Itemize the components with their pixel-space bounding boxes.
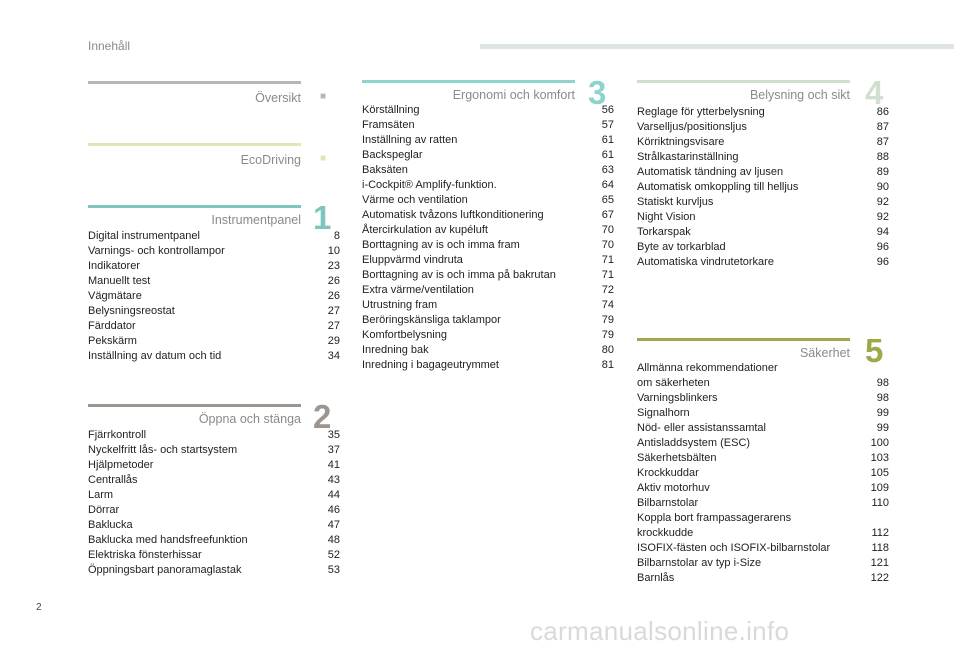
toc-entry-label: Reglage för ytterbelysning: [637, 106, 765, 118]
toc-entry-label: Värme och ventilation: [362, 194, 468, 206]
toc-entry[interactable]: [88, 289, 340, 304]
toc-entry[interactable]: [362, 358, 614, 373]
section-oversikt: [88, 81, 327, 121]
toc-entry-label: Automatiska vindrutetorkare: [637, 256, 774, 268]
toc-entry-page: 80: [601, 344, 614, 356]
toc-entry[interactable]: [362, 163, 614, 178]
toc-entry-label: Borttagning av is och imma på bakrutan: [362, 269, 556, 281]
toc-entry-page: 8: [333, 230, 340, 242]
toc-entry-label: Hjälpmetoder: [88, 459, 154, 471]
section-ecodriving: [88, 143, 327, 183]
section-title: Ergonomi och komfort: [452, 88, 575, 102]
toc-entry[interactable]: [362, 283, 614, 298]
header-title: Innehåll: [88, 39, 131, 53]
toc-entry[interactable]: [88, 274, 340, 289]
toc-entry-label: Byte av torkarblad: [637, 241, 726, 253]
toc-entry-page: 27: [327, 305, 340, 317]
toc-entry-page: 122: [870, 572, 889, 584]
toc-entry-label: Signalhorn: [637, 407, 690, 419]
toc-entry-page: 35: [327, 429, 340, 441]
toc-entry-label: Öppningsbart panoramaglastak: [88, 564, 242, 576]
toc-entry-label: Antisladdsystem (ESC): [637, 437, 751, 449]
toc-list-open: [88, 428, 340, 578]
toc-entry-label: Vägmätare: [88, 290, 142, 302]
toc-entry[interactable]: [362, 223, 614, 238]
toc-entry-label: Centrallås: [88, 474, 138, 486]
toc-entry-label: Färddator: [88, 320, 136, 332]
footer-watermark: carmanualsonline.info: [530, 616, 790, 646]
toc-entry-page: 61: [601, 149, 614, 161]
toc-entry[interactable]: [88, 229, 340, 244]
toc-entry[interactable]: [362, 313, 614, 328]
toc-entry-label: Varselljus/positionsljus: [637, 121, 747, 133]
toc-entry-label: Larm: [88, 489, 114, 501]
toc-entry[interactable]: [88, 319, 340, 334]
toc-entry-label: Automatisk omkoppling till helljus: [637, 181, 799, 193]
toc-entry-label: Inställning av datum och tid: [88, 350, 222, 362]
section-title: Öppna och stänga: [198, 412, 301, 426]
toc-entry-label: Allmänna rekommendationer om säkerheten: [637, 362, 778, 389]
toc-entry-page: 71: [601, 269, 614, 281]
toc-entry-page: 37: [327, 444, 340, 456]
section-number: 2: [313, 398, 332, 435]
toc-entry[interactable]: [362, 268, 614, 283]
toc-entry[interactable]: [637, 481, 889, 496]
toc-entry-page: 64: [601, 179, 614, 191]
section-marker: ■: [320, 153, 327, 164]
toc-entry[interactable]: [88, 548, 340, 563]
toc-entry-label: Elektriska fönsterhissar: [88, 549, 202, 561]
toc-entry[interactable]: [637, 165, 889, 180]
section-bar: [637, 80, 850, 83]
section-title: Instrumentpanel: [211, 213, 301, 227]
toc-entry[interactable]: [88, 503, 340, 518]
toc-entry[interactable]: [88, 443, 340, 458]
toc-entry-label: Extra värme/ventilation: [362, 284, 474, 296]
toc-entry[interactable]: [637, 436, 889, 451]
toc-entry-label: Fjärrkontroll: [88, 429, 147, 441]
toc-entry-label: Aktiv motorhuv: [637, 482, 710, 494]
toc-entry-page: 94: [876, 226, 889, 238]
toc-entry[interactable]: [88, 533, 340, 548]
section-bar: [88, 205, 301, 208]
toc-entry-label: Koppla bort frampassagerarens krockkudde: [637, 512, 792, 539]
toc-entry-label: Belysningsreostat: [88, 305, 175, 317]
toc-entry-label: Barnlås: [637, 572, 675, 584]
toc-entry[interactable]: [88, 488, 340, 503]
toc-entry-page: 63: [601, 164, 614, 176]
toc-entry-page: 27: [327, 320, 340, 332]
toc-entry[interactable]: [362, 208, 614, 223]
toc-entry-label: Eluppvärmd vindruta: [362, 254, 463, 266]
toc-entry[interactable]: [637, 210, 889, 225]
toc-list-instrument: [88, 229, 340, 364]
section-number: 1: [313, 199, 332, 236]
toc-entry[interactable]: [637, 180, 889, 195]
section-bar: [88, 404, 301, 407]
toc-entry-page: 89: [876, 166, 889, 178]
toc-entry[interactable]: [637, 105, 889, 120]
toc-entry[interactable]: [637, 541, 889, 556]
toc-entry-label: Återcirkulation av kupéluft: [362, 224, 488, 236]
toc-entry-label: Baklucka: [88, 519, 133, 531]
toc-entry[interactable]: [88, 473, 340, 488]
toc-entry-label: Indikatorer: [88, 260, 140, 272]
toc-entry-page: 52: [327, 549, 340, 561]
toc-entry-page: 103: [870, 452, 889, 464]
toc-entry-page: 92: [876, 196, 889, 208]
toc-list-ergonomi: [362, 103, 614, 373]
toc-entry-page: 121: [870, 557, 889, 569]
toc-entry-label: Dörrar: [88, 504, 120, 516]
toc-entry-label: Digital instrumentpanel: [88, 230, 200, 242]
toc-entry[interactable]: [637, 391, 889, 406]
toc-entry-page: 67: [601, 209, 614, 221]
toc-entry-page: 112: [871, 527, 889, 539]
toc-entry-page: 105: [870, 467, 889, 479]
toc-entry-label: Körriktningsvisare: [637, 136, 725, 148]
toc-entry[interactable]: [637, 195, 889, 210]
toc-entry[interactable]: [88, 428, 340, 443]
section-number: 5: [865, 332, 884, 369]
toc-entry-label: Automatisk tändning av ljusen: [637, 166, 784, 178]
toc-entry-label: Strålkastarinställning: [637, 151, 739, 163]
section-title: EcoDriving: [240, 153, 301, 167]
toc-entry-page: 56: [601, 104, 614, 116]
toc-entry-label: Borttagning av is och imma fram: [362, 239, 520, 251]
toc-entry-label: Krockkuddar: [637, 467, 699, 479]
toc-entry-page: 96: [876, 241, 889, 253]
toc-entry-page: 90: [876, 181, 889, 193]
toc-entry[interactable]: [362, 118, 614, 133]
toc-entry-page: 71: [601, 254, 614, 266]
section-title: Översikt: [255, 91, 301, 105]
toc-entry-label: Varnings- och kontrollampor: [88, 245, 225, 257]
toc-entry-label: Bilbarnstolar: [637, 497, 699, 509]
toc-entry-page: 72: [601, 284, 614, 296]
toc-entry-page: 99: [876, 407, 889, 419]
toc-entry-page: 87: [876, 136, 889, 148]
toc-entry-page: 98: [876, 392, 889, 404]
toc-entry-label: Inställning av ratten: [362, 134, 458, 146]
toc-entry-label: Statiskt kurvljus: [637, 196, 714, 208]
toc-entry-page: 86: [876, 106, 889, 118]
toc-entry[interactable]: [88, 518, 340, 533]
toc-entry-page: 61: [601, 134, 614, 146]
toc-entry-page: 26: [327, 275, 340, 287]
toc-entry[interactable]: [637, 406, 889, 421]
toc-entry[interactable]: [362, 193, 614, 208]
section-bar: [88, 81, 301, 84]
toc-entry[interactable]: [637, 556, 889, 571]
toc-list-belysning: [637, 105, 889, 270]
toc-entry[interactable]: [88, 458, 340, 473]
toc-entry-label: Varningsblinkers: [637, 392, 718, 404]
toc-entry[interactable]: [362, 238, 614, 253]
toc-entry-page: 92: [876, 211, 889, 223]
toc-entry[interactable]: [637, 240, 889, 255]
toc-entry-page: 96: [876, 256, 889, 268]
toc-entry[interactable]: [88, 563, 340, 578]
toc-entry-page: 109: [870, 482, 889, 494]
toc-entry-label: Automatisk tvåzons luftkonditionering: [362, 209, 544, 221]
toc-entry-label: Backspeglar: [362, 149, 423, 161]
toc-entry[interactable]: [362, 328, 614, 343]
toc-entry[interactable]: [88, 334, 340, 349]
toc-entry[interactable]: [637, 120, 889, 135]
header-bar: [480, 44, 954, 49]
toc-entry-label: Manuellt test: [88, 275, 151, 287]
toc-entry-page: 70: [601, 239, 614, 251]
toc-entry[interactable]: [637, 571, 889, 586]
toc-entry-label: Utrustning fram: [362, 299, 438, 311]
toc-entry-page: 99: [876, 422, 889, 434]
toc-entry[interactable]: [362, 133, 614, 148]
toc-entry-label: Night Vision: [637, 211, 696, 223]
toc-entry[interactable]: [88, 349, 340, 364]
toc-entry-label: Körställning: [362, 104, 420, 116]
toc-entry-label: Baklucka med handsfreefunktion: [88, 534, 248, 546]
toc-entry-page: 87: [876, 121, 889, 133]
toc-entry-page: 74: [601, 299, 614, 311]
toc-entry[interactable]: [88, 244, 340, 259]
toc-entry[interactable]: [637, 421, 889, 436]
section-bar: [637, 338, 850, 341]
toc-entry-label: ISOFIX-fästen och ISOFIX-bilbarnstolar: [637, 542, 831, 554]
toc-entry-label: Torkarspak: [637, 226, 691, 238]
toc-entry-label: Beröringskänsliga taklampor: [362, 314, 501, 326]
toc-entry-label: Nöd- eller assistanssamtal: [637, 422, 766, 434]
toc-list-sakerhet: [637, 361, 889, 586]
toc-entry-label: Inredning bak: [362, 344, 429, 356]
toc-entry-page: 29: [327, 335, 340, 347]
section-title: Säkerhet: [799, 346, 850, 360]
toc-entry[interactable]: [637, 255, 889, 270]
toc-entry[interactable]: [637, 496, 889, 511]
page-number: 2: [36, 602, 42, 613]
toc-entry[interactable]: [362, 148, 614, 163]
toc-entry[interactable]: [637, 451, 889, 466]
toc-entry-page: 65: [601, 194, 614, 206]
toc-entry[interactable]: [362, 343, 614, 358]
toc-entry[interactable]: [637, 361, 889, 391]
toc-entry-page: 46: [327, 504, 340, 516]
toc-entry-label: Baksäten: [362, 164, 408, 176]
toc-entry-page: 79: [601, 314, 614, 326]
toc-entry[interactable]: [637, 135, 889, 150]
toc-entry[interactable]: [362, 253, 614, 268]
toc-entry-page: 70: [601, 224, 614, 236]
toc-entry[interactable]: [362, 103, 614, 118]
toc-entry[interactable]: [637, 150, 889, 165]
toc-entry[interactable]: [88, 259, 340, 274]
toc-entry[interactable]: [637, 225, 889, 240]
toc-entry-page: 53: [327, 564, 340, 576]
toc-entry-label: Pekskärm: [88, 335, 137, 347]
toc-entry-page: 34: [327, 350, 340, 362]
toc-entry-page: 26: [327, 290, 340, 302]
toc-entry-label: i-Cockpit® Amplify-funktion.: [362, 179, 497, 191]
toc-entry-label: Nyckelfritt lås- och startsystem: [88, 444, 238, 456]
toc-entry-page: 110: [871, 497, 889, 509]
toc-entry-label: Bilbarnstolar av typ i-Size: [637, 557, 762, 569]
toc-entry[interactable]: [637, 466, 889, 481]
toc-entry-label: Komfortbelysning: [362, 329, 447, 341]
section-bar: [362, 80, 575, 83]
toc-entry-page: 41: [327, 459, 340, 471]
section-bar: [88, 143, 301, 146]
toc-entry-page: 23: [327, 260, 340, 272]
toc-entry-label: Inredning i bagageutrymmet: [362, 359, 499, 371]
section-title: Belysning och sikt: [749, 88, 850, 102]
toc-entry-label: Säkerhetsbälten: [637, 452, 717, 464]
toc-entry-page: 118: [871, 542, 889, 554]
toc-entry-label: Framsäten: [362, 119, 415, 131]
toc-entry[interactable]: [88, 304, 340, 319]
toc-entry-page: 79: [601, 329, 614, 341]
toc-entry-page: 43: [327, 474, 340, 486]
toc-entry-page: 81: [601, 359, 614, 371]
toc-entry[interactable]: [637, 511, 889, 541]
toc-entry-page: 100: [870, 437, 889, 449]
section-number: 3: [588, 74, 607, 111]
section-marker: ■: [320, 91, 327, 102]
toc-entry-page: 44: [327, 489, 340, 501]
toc-entry[interactable]: [362, 178, 614, 193]
toc-entry-page: 88: [876, 151, 889, 163]
section-number: 4: [865, 74, 884, 111]
toc-entry-page: 48: [327, 534, 340, 546]
toc-entry-page: 47: [327, 519, 340, 531]
toc-entry[interactable]: [362, 298, 614, 313]
toc-entry-page: 98: [876, 377, 889, 389]
toc-entry-page: 57: [601, 119, 614, 131]
toc-entry-page: 10: [327, 245, 340, 257]
